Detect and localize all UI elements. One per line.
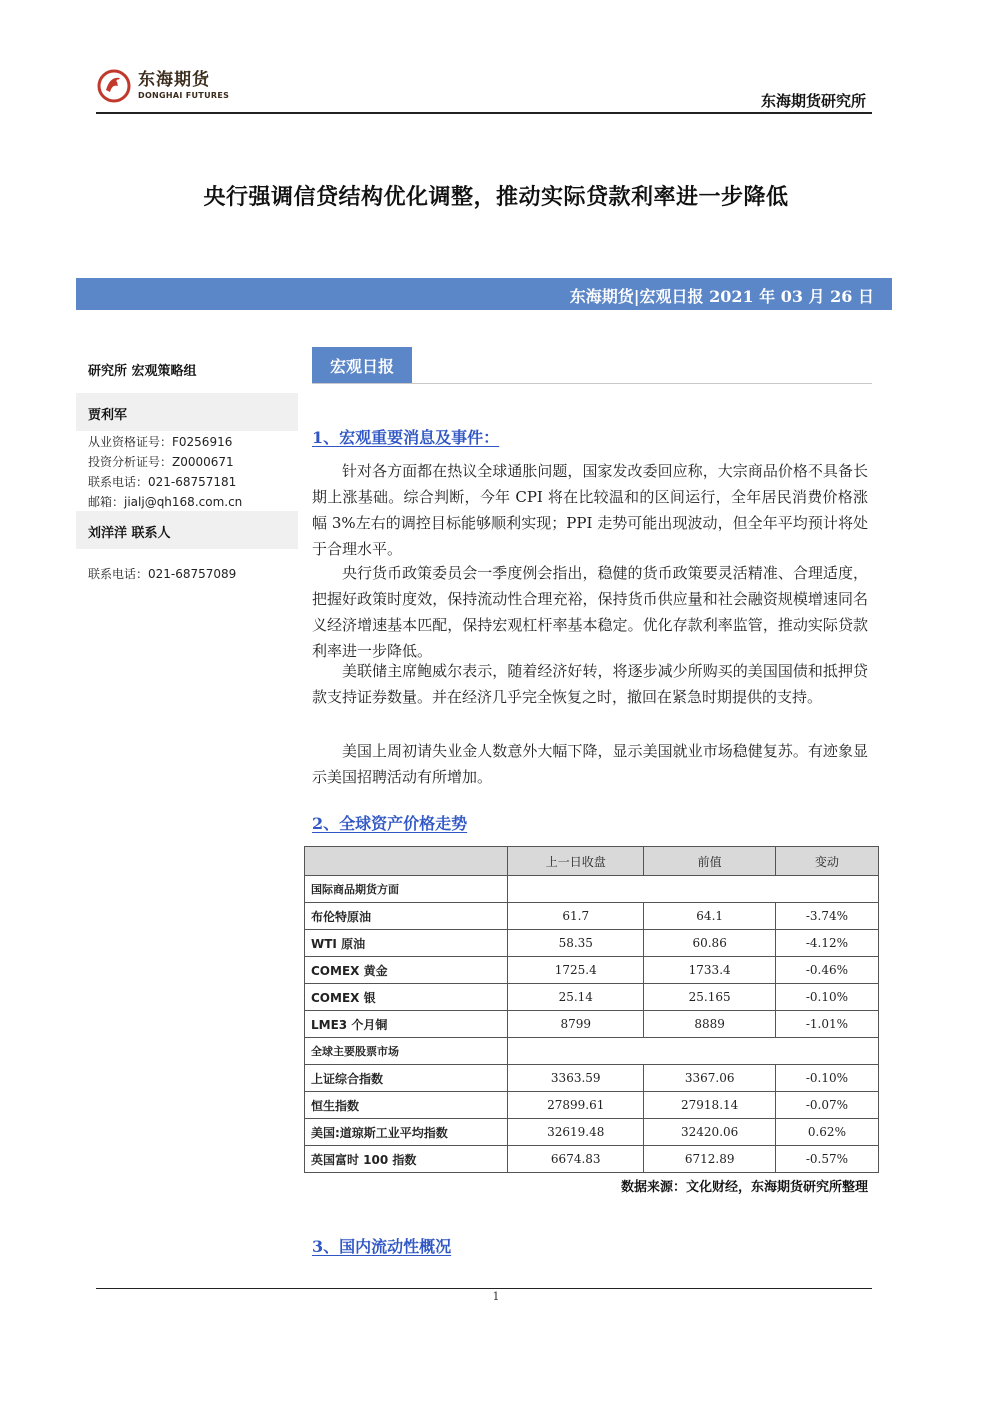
last-close: 32619.48 bbox=[508, 1119, 644, 1146]
analyst1-phone: 联系电话：021-68757181 bbox=[88, 475, 237, 489]
header-divider bbox=[96, 112, 872, 114]
news-paragraph-3: 美联储主席鲍威尔表示，随着经济好转，将逐步减少所购买的美国国债和抵押贷款支持证券数量。并在经济几乎完全恢复之时，撤回在紧急时期提供的支持。 bbox=[312, 662, 868, 706]
tag-divider bbox=[312, 383, 872, 384]
section3-heading: 3、国内流动性概况 bbox=[312, 1237, 452, 1256]
prev-value: 64.1 bbox=[644, 903, 775, 930]
last-close: 8799 bbox=[508, 1011, 644, 1038]
change: -4.12% bbox=[775, 930, 878, 957]
asset-name: COMEX 银 bbox=[305, 984, 508, 1011]
last-close: 1725.4 bbox=[508, 957, 644, 984]
asset-name: 恒生指数 bbox=[305, 1092, 508, 1119]
table-header-cell bbox=[305, 847, 508, 876]
last-close: 3363.59 bbox=[508, 1065, 644, 1092]
prev-value: 32420.06 bbox=[644, 1119, 775, 1146]
group-label: 国际商品期货方面 bbox=[305, 876, 508, 903]
table-group-row bbox=[305, 1038, 879, 1065]
section2-heading: 2、全球资产价格走势 bbox=[312, 814, 468, 833]
logo-english-name: DONGHAI FUTURES bbox=[138, 91, 230, 100]
last-close: 25.14 bbox=[508, 984, 644, 1011]
table-row bbox=[305, 1092, 879, 1119]
asset-name: WTI 原油 bbox=[305, 930, 508, 957]
sidebar-dept: 研究所 宏观策略组 bbox=[88, 364, 197, 379]
prev-value: 3367.06 bbox=[644, 1065, 775, 1092]
section-tag: 宏观日报 bbox=[312, 347, 412, 383]
last-close: 6674.83 bbox=[508, 1146, 644, 1173]
prev-value: 1733.4 bbox=[644, 957, 775, 984]
asset-name: COMEX 黄金 bbox=[305, 957, 508, 984]
table-header-cell: 上一日收盘 bbox=[508, 847, 644, 876]
change: -0.10% bbox=[775, 984, 878, 1011]
change: -0.10% bbox=[775, 1065, 878, 1092]
table-header-cell: 变动 bbox=[775, 847, 878, 876]
table-row bbox=[305, 1065, 879, 1092]
change: -0.07% bbox=[775, 1092, 878, 1119]
change: -0.46% bbox=[775, 957, 878, 984]
analyst2-details bbox=[88, 564, 236, 584]
last-close: 27899.61 bbox=[508, 1092, 644, 1119]
prev-value: 8889 bbox=[644, 1011, 775, 1038]
table-row bbox=[305, 903, 879, 930]
table-row bbox=[305, 984, 879, 1011]
asset-name: 上证综合指数 bbox=[305, 1065, 508, 1092]
last-close: 58.35 bbox=[508, 930, 644, 957]
table-row bbox=[305, 1011, 879, 1038]
prev-value: 60.86 bbox=[644, 930, 775, 957]
prev-value: 6712.89 bbox=[644, 1146, 775, 1173]
analyst1-email[interactable]: 邮箱：jialj@qh168.com.cn bbox=[88, 495, 243, 509]
last-close: 61.7 bbox=[508, 903, 644, 930]
dragon-logo-icon bbox=[96, 68, 132, 104]
news-paragraph-2: 央行货币政策委员会一季度例会指出，稳健的货币政策要灵活精准、合理适度，把握好政策时度效，保持流动性合理充裕，保持货币供应量和社会融资规模增速同名义经济增速基本匹配，保持宏观杠杆率基本稳定。优化存款利率监管，推动实际贷款利率进一步降低。 bbox=[312, 564, 868, 660]
company-logo bbox=[96, 64, 236, 108]
analyst2-name: 刘洋洋 联系人 bbox=[88, 526, 171, 541]
table-group-row bbox=[305, 876, 879, 903]
news-paragraph-4: 美国上周初请失业金人数意外大幅下降，显示美国就业市场稳健复苏。有迹象显示美国招聘活动有所增加。 bbox=[312, 742, 868, 786]
report-banner-text: 东海期货|宏观日报 2021 年 03 月 26 日 bbox=[569, 287, 874, 306]
asset-name: LME3 个月铜 bbox=[305, 1011, 508, 1038]
asset-price-table bbox=[304, 846, 879, 1173]
asset-name: 美国:道琼斯工业平均指数 bbox=[305, 1119, 508, 1146]
asset-name: 英国富时 100 指数 bbox=[305, 1146, 508, 1173]
table-row bbox=[305, 930, 879, 957]
page-number: 1 bbox=[492, 1290, 500, 1303]
group-label: 全球主要股票市场 bbox=[305, 1038, 508, 1065]
prev-value: 25.165 bbox=[644, 984, 775, 1011]
change: 0.62% bbox=[775, 1119, 878, 1146]
table-header-row bbox=[305, 847, 879, 876]
change: -1.01% bbox=[775, 1011, 878, 1038]
analyst1-cert: 从业资格证号：F0256916 bbox=[88, 435, 233, 449]
analyst2-phone: 联系电话：021-68757089 bbox=[88, 567, 237, 581]
section1-heading: 1、宏观重要消息及事件： bbox=[312, 428, 500, 447]
institute-name: 东海期货研究所 bbox=[760, 92, 866, 110]
logo-chinese-name: 东海期货 bbox=[138, 70, 210, 90]
analyst1-invest-cert: 投资分析证号：Z0000671 bbox=[88, 455, 234, 469]
table-header-cell: 前值 bbox=[644, 847, 775, 876]
change: -3.74% bbox=[775, 903, 878, 930]
table-row bbox=[305, 957, 879, 984]
prev-value: 27918.14 bbox=[644, 1092, 775, 1119]
table-row bbox=[305, 1146, 879, 1173]
report-title: 央行强调信贷结构优化调整，推动实际贷款利率进一步降低 bbox=[203, 184, 789, 210]
change: -0.57% bbox=[775, 1146, 878, 1173]
analyst1-name: 贾利军 bbox=[88, 408, 128, 423]
asset-name: 布伦特原油 bbox=[305, 903, 508, 930]
table-row bbox=[305, 1119, 879, 1146]
footer-divider bbox=[96, 1288, 872, 1289]
data-source-note: 数据来源：文化财经，东海期货研究所整理 bbox=[620, 1180, 868, 1195]
news-paragraph-1: 针对各方面都在热议全球通胀问题，国家发改委回应称，大宗商品价格不具备长期上涨基础。综合判断，今年 CPI 将在比较温和的区间运行，全年居民消费价格涨幅 3%左右的调控目标能够顺利实现；PPI 走势可能出现波动，但全年平均预计将处于合理水平。 bbox=[312, 462, 868, 558]
analyst1-details bbox=[88, 432, 242, 512]
